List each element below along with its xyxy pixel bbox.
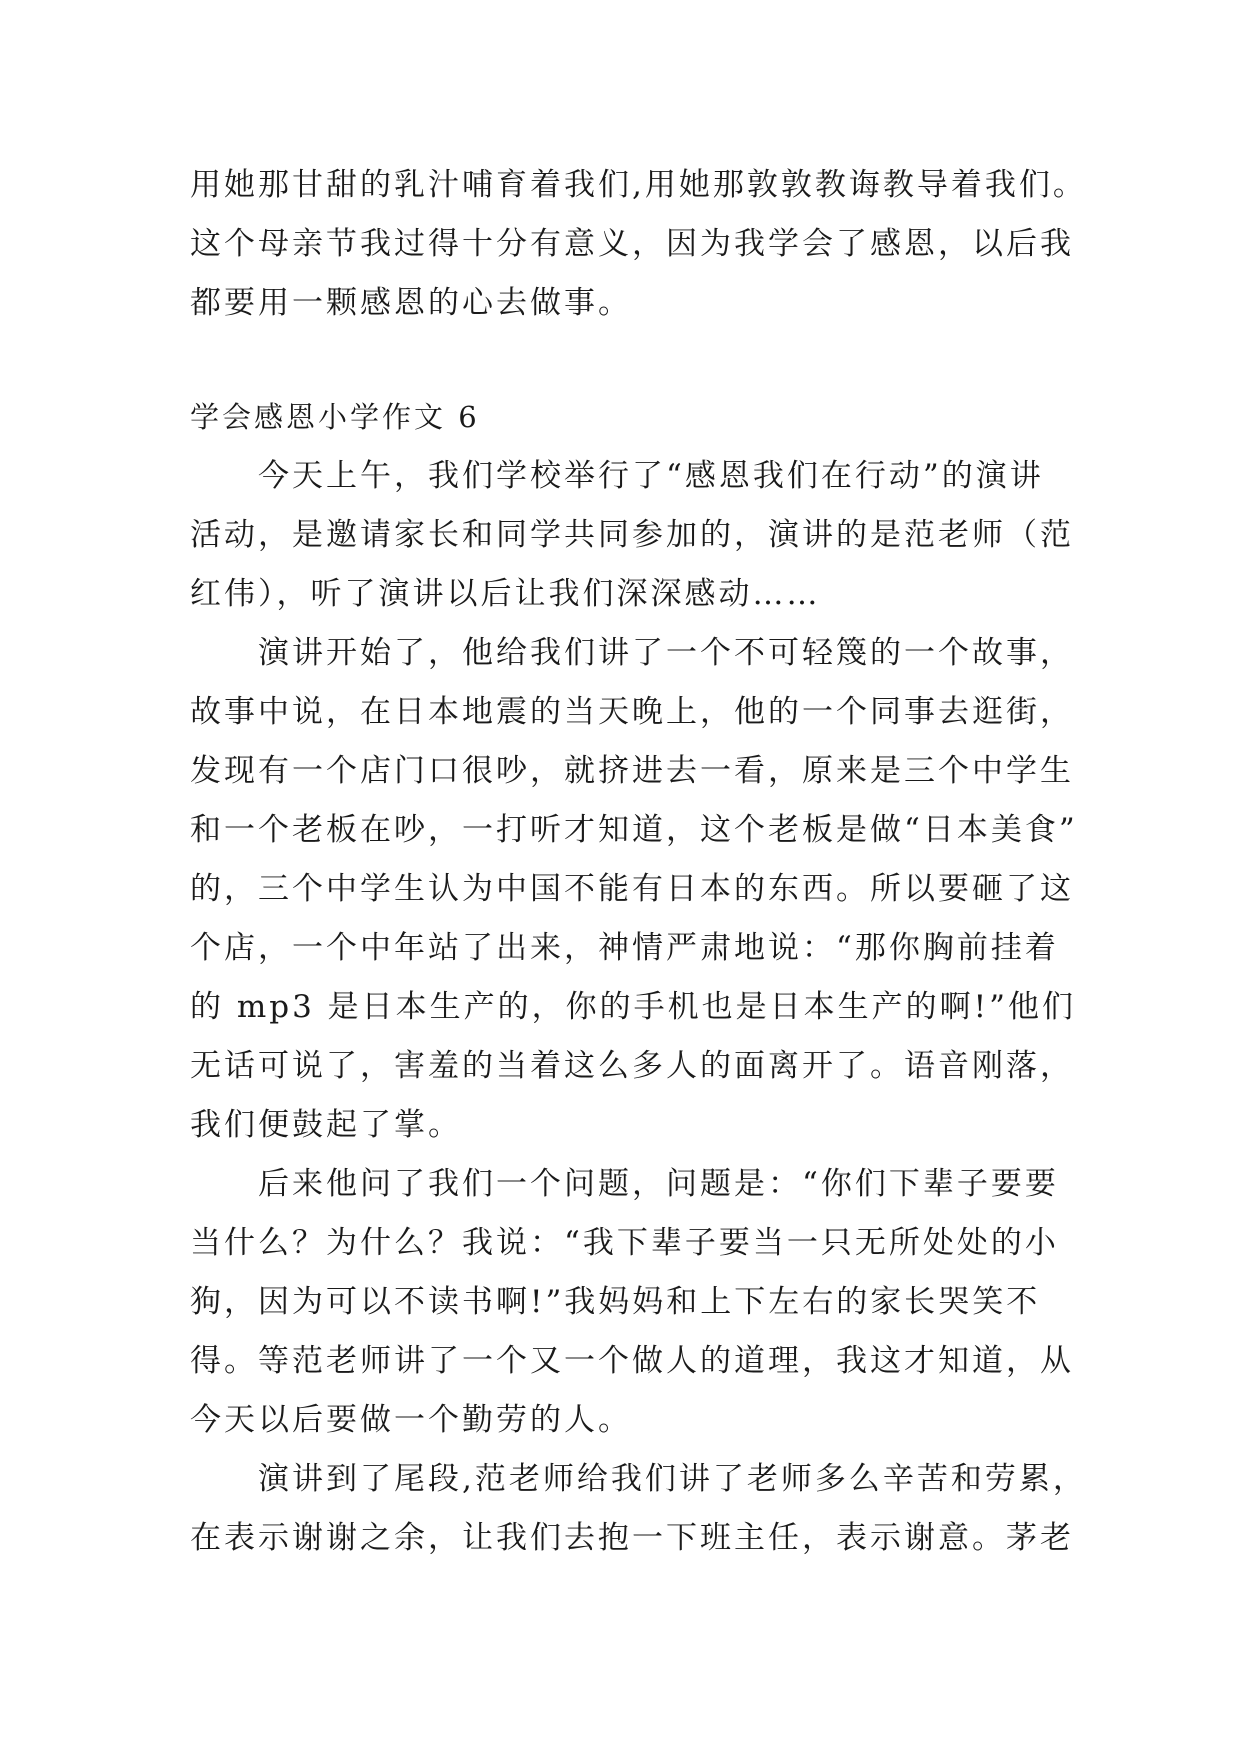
text-line: 个店，一个中年站了出来，神情严肃地说：“那你胸前挂着: [190, 930, 1059, 966]
text-line: 的，三个中学生认为中国不能有日本的东西。所以要砸了这: [190, 871, 1074, 907]
text-line: 发现有一个店门口很吵，就挤进去一看，原来是三个中学生: [190, 753, 1074, 789]
text-line: 用她那甘甜的乳汁哺育着我们,用她那敦敦教诲教导着我们。: [190, 167, 1087, 203]
text-line: 后来他问了我们一个问题，问题是：“你们下辈子要要: [258, 1166, 1059, 1202]
text-line: 今天以后要做一个勤劳的人。: [190, 1402, 632, 1438]
text-line: 都要用一颗感恩的心去做事。: [190, 285, 632, 321]
text-line: 这个母亲节我过得十分有意义，因为我学会了感恩，以后我: [190, 226, 1074, 262]
text-line: 我们便鼓起了掌。: [190, 1107, 462, 1143]
text-line: 得。等范老师讲了一个又一个做人的道理，我这才知道，从: [190, 1343, 1074, 1379]
text-line: 无话可说了，害羞的当着这么多人的面离开了。语音刚落，: [190, 1048, 1074, 1084]
text-line: 演讲开始了，他给我们讲了一个不可轻篾的一个故事，: [258, 635, 1074, 671]
text-line: 故事中说，在日本地震的当天晚上，他的一个同事去逛街，: [190, 694, 1074, 730]
section-heading: 学会感恩小学作文 6: [190, 400, 480, 434]
text-line: 活动，是邀请家长和同学共同参加的，演讲的是范老师（范: [190, 517, 1074, 553]
text-line: 演讲到了尾段,范老师给我们讲了老师多么辛苦和劳累，: [258, 1461, 1087, 1497]
text-line: 红伟），听了演讲以后让我们深深感动……: [190, 576, 821, 612]
text-line: 的 mp3 是日本生产的，你的手机也是日本生产的啊!”他们: [190, 989, 1076, 1025]
text-line: 狗，因为可以不读书啊!”我妈妈和上下左右的家长哭笑不: [190, 1284, 1041, 1320]
text-line: 今天上午，我们学校举行了“感恩我们在行动”的演讲: [258, 458, 1044, 494]
text-line: 当什么？为什么？我说：“我下辈子要当一只无所处处的小: [190, 1225, 1059, 1261]
text-line: 和一个老板在吵，一打听才知道，这个老板是做“日本美食”: [190, 812, 1078, 848]
text-line: 在表示谢谢之余，让我们去抱一下班主任，表示谢意。茅老: [190, 1520, 1074, 1556]
